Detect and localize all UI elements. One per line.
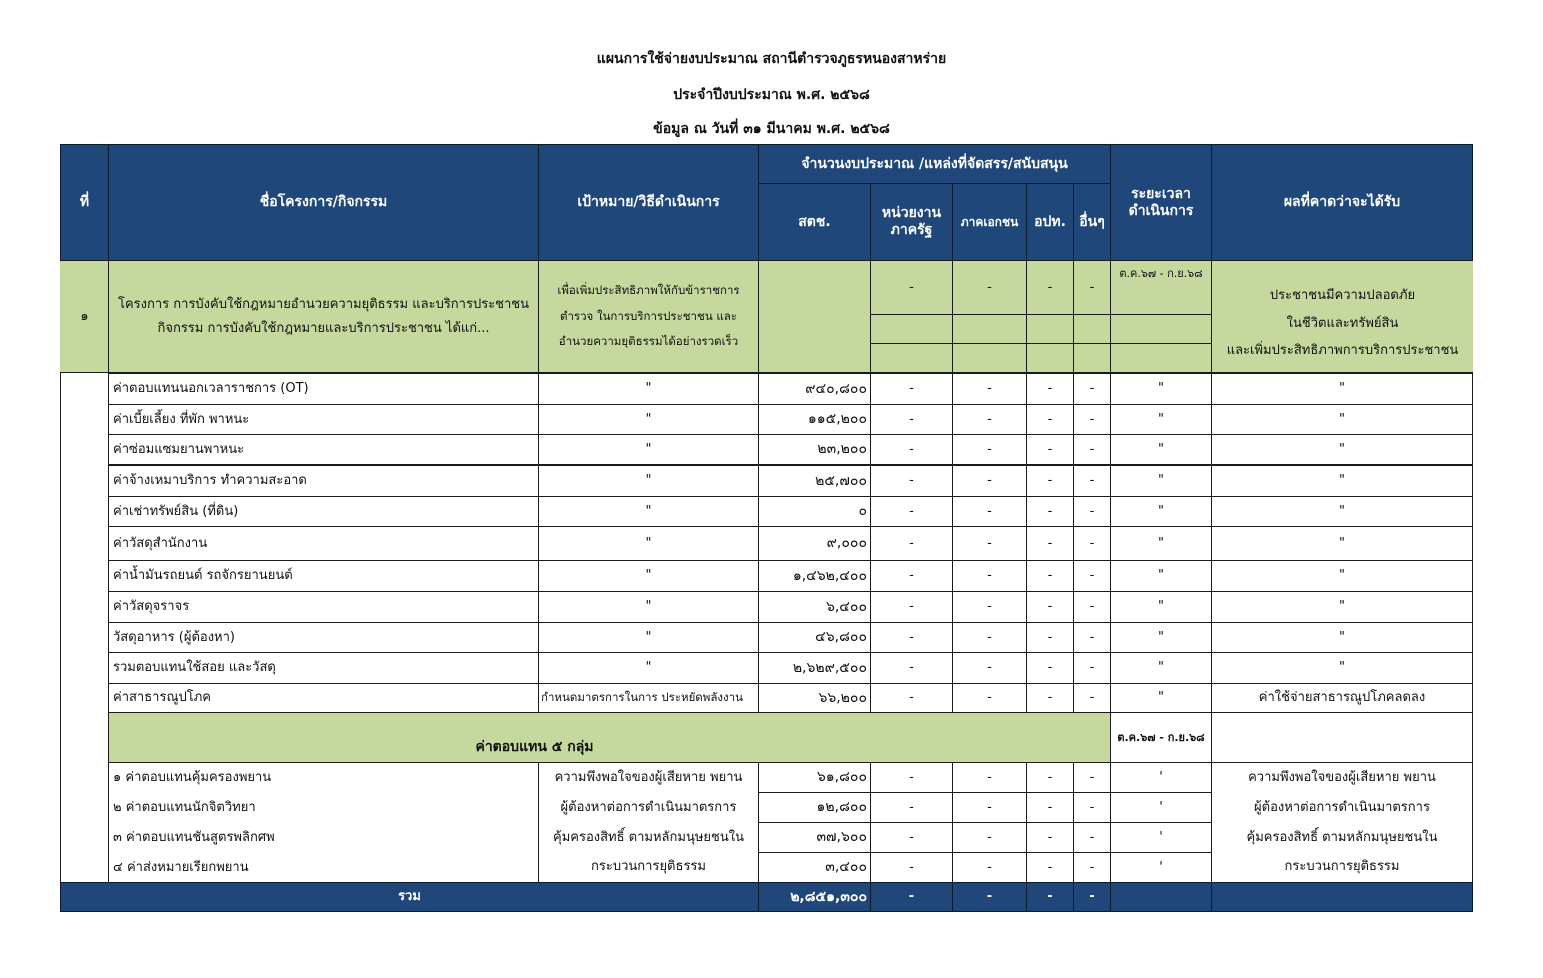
group-target-line2: ผู้ต้องหาต่อการดำเนินมาตรการ [560, 799, 737, 815]
item-local: - [1026, 683, 1074, 713]
group-item-other: - [1073, 822, 1111, 853]
header-budget-group: จำนวนงบประมาณ /แหล่งที่จัดสรร/สนับสนุน [758, 144, 1111, 184]
group-item-private: - [952, 852, 1027, 883]
project-gov-2 [870, 314, 953, 344]
group-item-period: ' [1110, 852, 1212, 883]
item-name: ค่าเช่าทรัพย์สิน (ที่ดิน) [108, 496, 539, 527]
item-target: " [538, 591, 759, 623]
group-item-name: ๑ ค่าตอบแทนคุ้มครองพยาน [108, 762, 539, 793]
item-local: - [1026, 496, 1074, 527]
item-target: " [538, 434, 759, 465]
item-name: ค่าวัสดุจราจร [108, 591, 539, 623]
item-amount: ๐ [758, 496, 871, 527]
no-column-blank [60, 372, 109, 883]
project-result [1211, 260, 1473, 373]
item-private: - [952, 622, 1027, 653]
group-result [1211, 762, 1473, 883]
group-item-other: - [1073, 792, 1111, 823]
group-result-line4: กระบวนการยุติธรรม [1284, 859, 1400, 875]
group-item-name: ๓ ค่าตอบแทนชันสูตรพลิกศพ [108, 822, 539, 853]
item-name: ค่าวัสดุสำนักงาน [108, 526, 539, 561]
item-name: วัสดุอาหาร (ผู้ต้องหา) [108, 622, 539, 653]
total-amount: ๒,๘๕๑,๓๐๐ [758, 882, 871, 912]
project-target-line3: อำนวยความยุติธรรมได้อย่างรวดเร็ว [558, 334, 739, 349]
group-target [538, 762, 759, 883]
group-item-amount: ๓๗,๖๐๐ [758, 822, 871, 853]
group-item-other: - [1073, 762, 1111, 793]
item-private: - [952, 404, 1027, 435]
group-item-amount: ๑๒,๘๐๐ [758, 792, 871, 823]
project-local: - [1026, 260, 1074, 315]
project-local-3 [1026, 343, 1074, 373]
item-other: - [1073, 622, 1111, 653]
item-other: - [1073, 496, 1111, 527]
item-period: " [1110, 373, 1212, 405]
group-result-line3: คุ้มครองสิทธิ์ ตามหลักมนุษยชนใน [1246, 829, 1438, 845]
item-gov: - [870, 560, 953, 592]
group-result-header [1211, 712, 1473, 763]
header-period-line2: ดำเนินการ [1128, 202, 1194, 219]
item-result: " [1211, 526, 1473, 561]
item-gov: - [870, 683, 953, 713]
item-gov: - [870, 652, 953, 684]
item-amount: ๖,๔๐๐ [758, 591, 871, 623]
item-period: " [1110, 683, 1212, 713]
group-item-local: - [1026, 792, 1074, 823]
item-period: " [1110, 434, 1212, 465]
item-other: - [1073, 434, 1111, 465]
item-name: ค่าสาธารณูปโภค [108, 683, 539, 713]
item-target: " [538, 373, 759, 405]
item-local: - [1026, 373, 1074, 405]
header-target: เป้าหมาย/วิธีดำเนินการ [538, 144, 759, 261]
item-result: " [1211, 591, 1473, 623]
header-src-local: อปท. [1026, 183, 1074, 261]
project-result-line2: ในชีวิตและทรัพย์สิน [1286, 315, 1399, 331]
header-project: ชื่อโครงการ/กิจกรรม [108, 144, 539, 261]
group-target-line3: คุ้มครองสิทธิ์ ตามหลักมนุษยชนใน [553, 829, 744, 845]
item-other: - [1073, 465, 1111, 497]
item-result: " [1211, 373, 1473, 405]
item-private: - [952, 560, 1027, 592]
group-item-gov: - [870, 852, 953, 883]
item-gov: - [870, 526, 953, 561]
project-no: ๑ [60, 260, 109, 373]
item-name: ค่าเบี้ยเลี้ยง ที่พัก พาหนะ [108, 404, 539, 435]
header-period [1110, 144, 1212, 261]
item-amount: ๒,๖๒๙,๕๐๐ [758, 652, 871, 684]
header-src-gov [870, 183, 953, 261]
group-item-gov: - [870, 822, 953, 853]
group-label-cell [108, 712, 1111, 763]
item-target: " [538, 652, 759, 684]
item-name: ค่าตอบแทนนอกเวลาราชการ (OT) [108, 373, 539, 405]
item-amount: ๑,๔๖๒,๔๐๐ [758, 560, 871, 592]
item-result: " [1211, 560, 1473, 592]
project-police [758, 260, 871, 373]
item-period: " [1110, 591, 1212, 623]
item-gov: - [870, 434, 953, 465]
project-name [108, 260, 539, 373]
group-item-name: ๔ ค่าส่งหมายเรียกพยาน [108, 852, 539, 883]
project-other-2 [1073, 314, 1111, 344]
project-period-3 [1110, 343, 1212, 373]
item-local: - [1026, 526, 1074, 561]
group-item-period: ' [1110, 822, 1212, 853]
project-result-line1: ประชาชนมีความปลอดภัย [1269, 288, 1416, 304]
total-private: - [952, 882, 1027, 912]
item-other: - [1073, 526, 1111, 561]
group-item-amount: ๖๑,๘๐๐ [758, 762, 871, 793]
item-other: - [1073, 560, 1111, 592]
header-src-other: อื่นๆ [1073, 183, 1111, 261]
project-private-2 [952, 314, 1027, 344]
group-item-private: - [952, 792, 1027, 823]
item-period: " [1110, 560, 1212, 592]
item-private: - [952, 465, 1027, 497]
item-amount: ๔๖,๘๐๐ [758, 622, 871, 653]
item-target: " [538, 404, 759, 435]
item-other: - [1073, 652, 1111, 684]
group-item-name: ๒ ค่าตอบแทนนักจิตวิทยา [108, 792, 539, 823]
project-target [538, 260, 759, 373]
project-other-3 [1073, 343, 1111, 373]
group-item-period: ' [1110, 792, 1212, 823]
project-target-line1: เพื่อเพิ่มประสิทธิภาพให้กับข้าราชการ [557, 282, 740, 297]
item-other: - [1073, 404, 1111, 435]
item-local: - [1026, 591, 1074, 623]
item-result: " [1211, 496, 1473, 527]
item-other: - [1073, 591, 1111, 623]
group-label: ค่าตอบแทน ๕ กลุ่ม [475, 739, 594, 756]
item-gov: - [870, 496, 953, 527]
item-local: - [1026, 622, 1074, 653]
group-result-line2: ผู้ต้องหาต่อการดำเนินมาตรการ [1254, 799, 1430, 815]
project-period-2 [1110, 314, 1212, 344]
item-target: " [538, 560, 759, 592]
item-name: ค่าจ้างเหมาบริการ ทำความสะอาด [108, 465, 539, 497]
item-period: " [1110, 496, 1212, 527]
item-target: กำหนดมาตรการในการ ประหยัดพลังงาน [538, 683, 759, 713]
item-amount: ๖๖,๒๐๐ [758, 683, 871, 713]
group-item-other: - [1073, 852, 1111, 883]
header-src-private: ภาคเอกชน [952, 183, 1027, 261]
header-period-line1: ระยะเวลา [1131, 185, 1191, 202]
item-gov: - [870, 622, 953, 653]
item-amount: ๙,๐๐๐ [758, 526, 871, 561]
item-target: " [538, 496, 759, 527]
item-result: " [1211, 404, 1473, 435]
item-name: รวมตอบแทนใช้สอย และวัสดุ [108, 652, 539, 684]
doc-subtitle-year: ประจำปีงบประมาณ พ.ศ. ๒๕๖๘ [673, 87, 870, 103]
item-period: " [1110, 652, 1212, 684]
total-period [1110, 882, 1212, 912]
group-item-local: - [1026, 762, 1074, 793]
item-amount: ๒๕,๗๐๐ [758, 465, 871, 497]
item-private: - [952, 683, 1027, 713]
group-result-line1: ความพึงพอใจของผู้เสียหาย พยาน [1248, 770, 1436, 786]
header-src-gov-line1: หน่วยงาน [881, 205, 942, 222]
group-item-local: - [1026, 822, 1074, 853]
item-result: " [1211, 434, 1473, 465]
total-local: - [1026, 882, 1074, 912]
item-period: " [1110, 465, 1212, 497]
header-result: ผลที่คาดว่าจะได้รับ [1211, 144, 1473, 261]
item-gov: - [870, 404, 953, 435]
item-private: - [952, 591, 1027, 623]
project-name-line1: โครงการ การบังคับใช้กฎหมายอำนวยความยุติธรรม และบริการประชาชน [117, 296, 530, 312]
doc-subtitle-date: ข้อมูล ณ วันที่ ๓๑ มีนาคม พ.ศ. ๒๕๖๘ [653, 121, 890, 137]
item-result: ค่าใช้จ่ายสาธารณูปโภคลดลง [1211, 683, 1473, 713]
item-gov: - [870, 465, 953, 497]
item-gov: - [870, 373, 953, 405]
project-result-line3: และเพิ่มประสิทธิภาพการบริการประชาชน [1226, 343, 1459, 359]
item-local: - [1026, 404, 1074, 435]
item-local: - [1026, 465, 1074, 497]
project-local-2 [1026, 314, 1074, 344]
group-target-line1: ความพึงพอใจของผู้เสียหาย พยาน [554, 770, 743, 786]
doc-title: แผนการใช้จ่ายงบประมาณ สถานีตำรวจภูธรหนองสาหร่าย [596, 51, 947, 67]
header-no: ที่ [60, 144, 109, 261]
header-src-gov-line2: ภาครัฐ [890, 222, 933, 238]
group-item-private: - [952, 762, 1027, 793]
item-period: " [1110, 622, 1212, 653]
project-private-3 [952, 343, 1027, 373]
total-label: รวม [60, 882, 759, 912]
item-amount: ๑๑๕,๒๐๐ [758, 404, 871, 435]
item-target: " [538, 465, 759, 497]
item-period: " [1110, 526, 1212, 561]
group-period: ต.ค.๖๗ - ก.ย.๖๘ [1110, 712, 1212, 763]
item-local: - [1026, 434, 1074, 465]
item-private: - [952, 373, 1027, 405]
item-name: ค่าน้ำมันรถยนต์ รถจักรยานยนต์ [108, 560, 539, 592]
group-item-gov: - [870, 762, 953, 793]
item-target: " [538, 526, 759, 561]
project-gov: - [870, 260, 953, 315]
item-private: - [952, 496, 1027, 527]
project-gov-3 [870, 343, 953, 373]
item-gov: - [870, 591, 953, 623]
project-target-line2: ตำรวจ ในการบริการประชาชน และ [560, 308, 737, 323]
project-name-line2: กิจกรรม การบังคับใช้กฎหมายและบริการประชาชน ได้แก่... [157, 320, 490, 336]
project-period: ต.ค.๖๗ - ก.ย.๖๘ [1110, 260, 1212, 315]
group-item-private: - [952, 822, 1027, 853]
project-private: - [952, 260, 1027, 315]
total-gov: - [870, 882, 953, 912]
item-result: " [1211, 622, 1473, 653]
project-other: - [1073, 260, 1111, 315]
item-amount: ๙๔๐,๘๐๐ [758, 373, 871, 405]
item-result: " [1211, 652, 1473, 684]
item-other: - [1073, 683, 1111, 713]
item-amount: ๒๓,๒๐๐ [758, 434, 871, 465]
group-item-amount: ๓,๔๐๐ [758, 852, 871, 883]
item-period: " [1110, 404, 1212, 435]
item-private: - [952, 434, 1027, 465]
item-other: - [1073, 373, 1111, 405]
item-local: - [1026, 560, 1074, 592]
total-result [1211, 882, 1473, 912]
item-private: - [952, 652, 1027, 684]
group-item-gov: - [870, 792, 953, 823]
item-result: " [1211, 465, 1473, 497]
group-target-line4: กระบวนการยุติธรรม [591, 859, 706, 875]
group-item-period: ' [1110, 762, 1212, 793]
item-target: " [538, 622, 759, 653]
item-private: - [952, 526, 1027, 561]
header-src-police: สตช. [758, 183, 871, 261]
group-item-local: - [1026, 852, 1074, 883]
item-name: ค่าซ่อมแซมยานพาหนะ [108, 434, 539, 465]
total-other: - [1073, 882, 1111, 912]
item-local: - [1026, 652, 1074, 684]
